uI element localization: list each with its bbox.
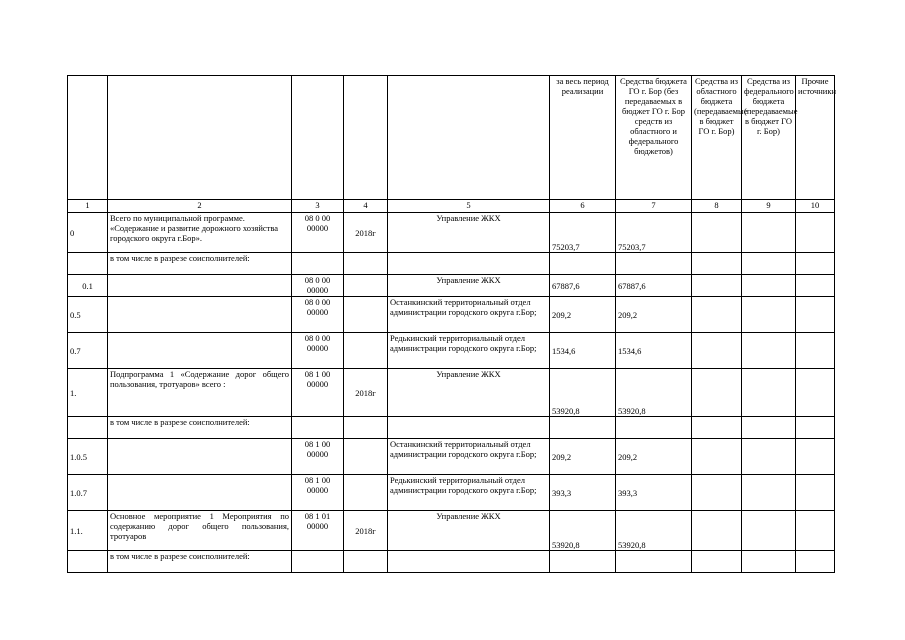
row-federal-budget xyxy=(742,369,796,417)
row-executor: Редькинский территориальный отдел администрации городского округа г.Бор; xyxy=(388,333,550,369)
column-number: 4 xyxy=(344,200,388,213)
row-year xyxy=(344,297,388,333)
row-total: 53920,8 xyxy=(550,369,616,417)
row-executor: Останкинский территориальный отдел администрации городского округа г.Бор; xyxy=(388,439,550,475)
row-budget-code: 08 1 01 00000 xyxy=(292,511,344,551)
row-federal-budget xyxy=(742,213,796,253)
row-executor: Управление ЖКХ xyxy=(388,213,550,253)
row-budget-code xyxy=(292,551,344,573)
row-federal-budget xyxy=(742,417,796,439)
row-number xyxy=(68,253,108,275)
row-city-budget: 209,2 xyxy=(616,439,692,475)
row-budget-code: 08 0 00 00000 xyxy=(292,213,344,253)
row-regional-budget xyxy=(692,333,742,369)
row-number: 1.0.7 xyxy=(68,475,108,511)
column-number: 8 xyxy=(692,200,742,213)
row-number: 0.5 xyxy=(68,297,108,333)
column-number: 1 xyxy=(68,200,108,213)
row-year xyxy=(344,551,388,573)
row-regional-budget xyxy=(692,511,742,551)
row-budget-code: 08 0 00 00000 xyxy=(292,333,344,369)
row-regional-budget xyxy=(692,275,742,297)
row-other-sources xyxy=(796,475,835,511)
column-number: 9 xyxy=(742,200,796,213)
row-regional-budget xyxy=(692,213,742,253)
row-other-sources xyxy=(796,275,835,297)
row-federal-budget xyxy=(742,511,796,551)
row-city-budget xyxy=(616,253,692,275)
row-other-sources xyxy=(796,297,835,333)
row-budget-code: 08 0 00 00000 xyxy=(292,297,344,333)
row-federal-budget xyxy=(742,439,796,475)
header-other-sources: Прочие источники xyxy=(796,76,835,200)
row-year xyxy=(344,439,388,475)
row-regional-budget xyxy=(692,297,742,333)
row-federal-budget xyxy=(742,297,796,333)
row-budget-code xyxy=(292,253,344,275)
row-total: 209,2 xyxy=(550,439,616,475)
row-executor xyxy=(388,551,550,573)
row-year xyxy=(344,475,388,511)
table-row xyxy=(68,511,835,551)
row-budget-code: 08 1 00 00000 xyxy=(292,475,344,511)
row-total xyxy=(550,253,616,275)
table-row xyxy=(68,253,835,275)
header-cell-2 xyxy=(108,76,292,200)
row-federal-budget xyxy=(742,475,796,511)
row-name: в том числе в разрезе соисполнителей: xyxy=(108,551,292,573)
column-number: 6 xyxy=(550,200,616,213)
row-year: 2018г xyxy=(344,213,388,253)
row-city-budget xyxy=(616,551,692,573)
column-number: 5 xyxy=(388,200,550,213)
row-number xyxy=(68,551,108,573)
row-city-budget: 1534,6 xyxy=(616,333,692,369)
row-city-budget: 67887,6 xyxy=(616,275,692,297)
row-regional-budget xyxy=(692,253,742,275)
row-number: 1.0.5 xyxy=(68,439,108,475)
header-cell-5 xyxy=(388,76,550,200)
header-federal-budget: Средства из федерального бюджета (передаваемые в бюджет ГО г. Бор) xyxy=(742,76,796,200)
row-federal-budget xyxy=(742,551,796,573)
row-regional-budget xyxy=(692,417,742,439)
row-year xyxy=(344,253,388,275)
row-regional-budget xyxy=(692,439,742,475)
row-total: 67887,6 xyxy=(550,275,616,297)
header-cell-4 xyxy=(344,76,388,200)
programme-table xyxy=(67,75,835,573)
row-name xyxy=(108,439,292,475)
table-row xyxy=(68,213,835,253)
row-total: 209,2 xyxy=(550,297,616,333)
row-regional-budget xyxy=(692,369,742,417)
row-city-budget: 53920,8 xyxy=(616,511,692,551)
row-other-sources xyxy=(796,511,835,551)
row-budget-code: 08 1 00 00000 xyxy=(292,439,344,475)
row-year xyxy=(344,417,388,439)
column-number: 7 xyxy=(616,200,692,213)
row-city-budget: 53920,8 xyxy=(616,369,692,417)
column-number: 2 xyxy=(108,200,292,213)
table-row xyxy=(68,369,835,417)
row-number: 0.1 xyxy=(68,275,108,297)
table-row xyxy=(68,439,835,475)
header-cell-1 xyxy=(68,76,108,200)
header-regional-budget: Средства из областного бюджета (передаваемые в бюджет ГО г. Бор) xyxy=(692,76,742,200)
row-other-sources xyxy=(796,417,835,439)
column-numbers-row xyxy=(68,200,835,213)
row-name: Всего по муниципальной программе. «Содержание и развитие дорожного хозяйства городского округа г.Бор». xyxy=(108,213,292,253)
header-cell-3 xyxy=(292,76,344,200)
row-city-budget xyxy=(616,417,692,439)
header-row xyxy=(68,76,835,200)
row-other-sources xyxy=(796,369,835,417)
row-executor: Останкинский территориальный отдел администрации городского округа г.Бор; xyxy=(388,297,550,333)
row-name xyxy=(108,475,292,511)
row-federal-budget xyxy=(742,253,796,275)
row-total: 75203,7 xyxy=(550,213,616,253)
row-name: в том числе в разрезе соисполнителей: xyxy=(108,253,292,275)
header-city-budget: Средства бюджета ГО г. Бор (без передаваемых в бюджет ГО г. Бор средств из областного и федерального бюджетов) xyxy=(616,76,692,200)
row-executor xyxy=(388,253,550,275)
row-city-budget: 209,2 xyxy=(616,297,692,333)
row-executor: Управление ЖКХ xyxy=(388,369,550,417)
row-number: 0.7 xyxy=(68,333,108,369)
row-executor xyxy=(388,417,550,439)
row-other-sources xyxy=(796,439,835,475)
row-year: 2018г xyxy=(344,369,388,417)
table-row xyxy=(68,475,835,511)
row-other-sources xyxy=(796,551,835,573)
table-row xyxy=(68,333,835,369)
table-row xyxy=(68,297,835,333)
row-total: 53920,8 xyxy=(550,511,616,551)
row-total xyxy=(550,417,616,439)
row-name: Основное мероприятие 1 Мероприятия по содержанию дорог общего пользования, тротуаров xyxy=(108,511,292,551)
row-other-sources xyxy=(796,213,835,253)
row-name: в том числе в разрезе соисполнителей: xyxy=(108,417,292,439)
table-row xyxy=(68,417,835,439)
header-total-period: за весь период реализации xyxy=(550,76,616,200)
row-budget-code xyxy=(292,417,344,439)
row-total: 393,3 xyxy=(550,475,616,511)
row-city-budget: 393,3 xyxy=(616,475,692,511)
table-row xyxy=(68,275,835,297)
row-name xyxy=(108,297,292,333)
row-budget-code: 08 1 00 00000 xyxy=(292,369,344,417)
row-federal-budget xyxy=(742,333,796,369)
row-executor: Редькинский территориальный отдел администрации городского округа г.Бор; xyxy=(388,475,550,511)
row-name xyxy=(108,333,292,369)
row-federal-budget xyxy=(742,275,796,297)
row-executor: Управление ЖКХ xyxy=(388,275,550,297)
row-other-sources xyxy=(796,253,835,275)
row-number xyxy=(68,417,108,439)
row-executor: Управление ЖКХ xyxy=(388,511,550,551)
row-name: Подпрограмма 1 «Содержание дорог общего пользования, тротуаров» всего : xyxy=(108,369,292,417)
row-number: 1.1. xyxy=(68,511,108,551)
column-number: 3 xyxy=(292,200,344,213)
row-regional-budget xyxy=(692,551,742,573)
column-number: 10 xyxy=(796,200,835,213)
row-name xyxy=(108,275,292,297)
row-year xyxy=(344,275,388,297)
row-number: 1. xyxy=(68,369,108,417)
row-budget-code: 08 0 00 00000 xyxy=(292,275,344,297)
row-regional-budget xyxy=(692,475,742,511)
row-city-budget: 75203,7 xyxy=(616,213,692,253)
table-row xyxy=(68,551,835,573)
row-total xyxy=(550,551,616,573)
row-total: 1534,6 xyxy=(550,333,616,369)
row-other-sources xyxy=(796,333,835,369)
row-number: 0 xyxy=(68,213,108,253)
row-year: 2018г xyxy=(344,511,388,551)
row-year xyxy=(344,333,388,369)
